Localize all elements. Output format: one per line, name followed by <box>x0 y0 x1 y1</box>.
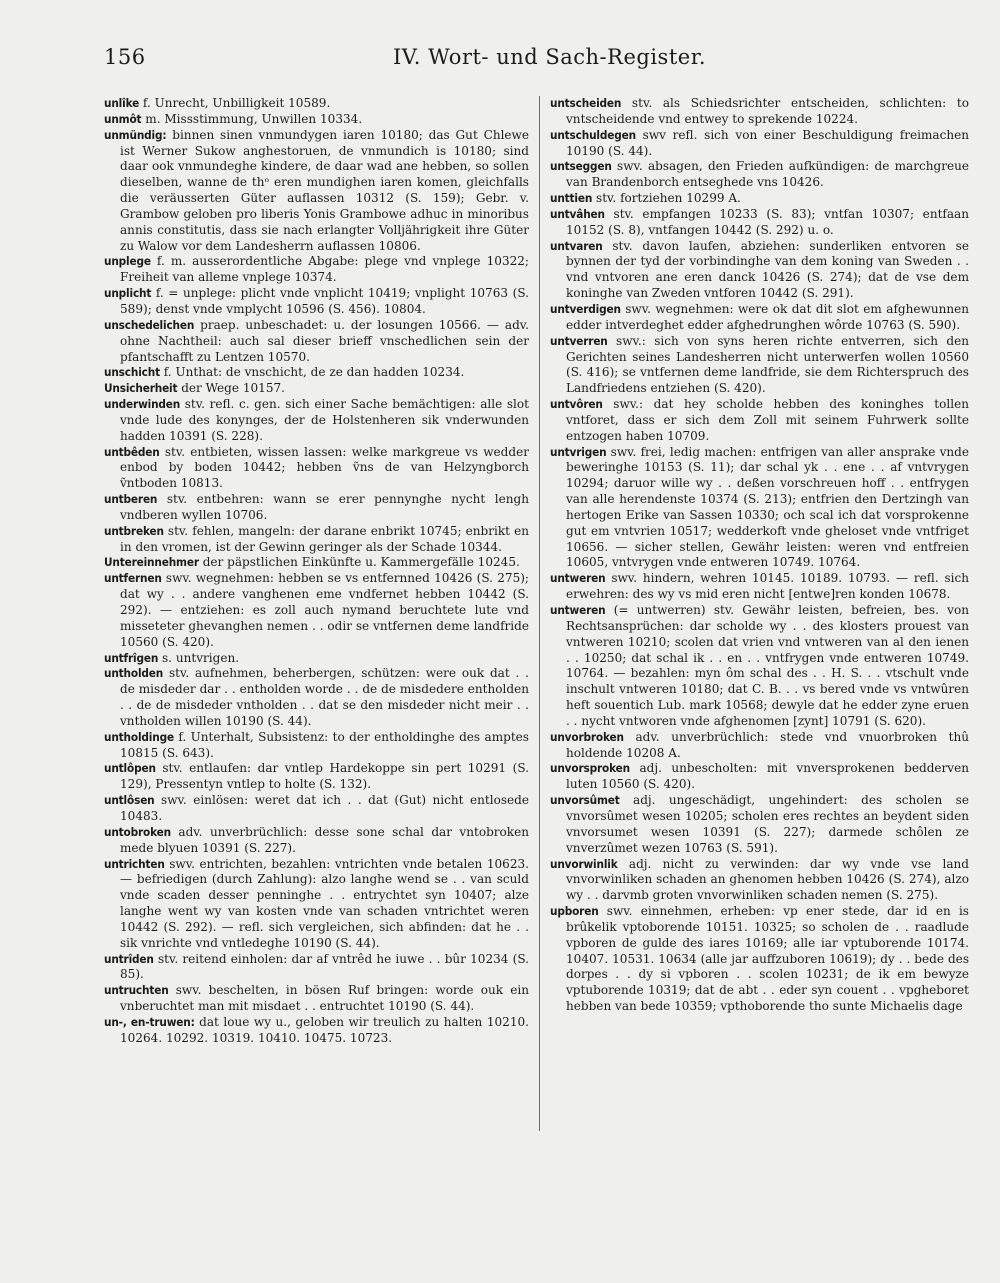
register-entry <box>104 571 529 650</box>
entry-text: swv.: sich von syns heren richte entverren, sich den Gerichten seines Landesherren nicht unterwerfen wollen 10560 (S. 416); se vntfernen deme landfride, sie dem Richterspruch des Landfriedens entziehen (S. 420). <box>566 333 969 396</box>
entry-text: dat loue wy u., geloben wir treulich zu halten 10210. 10264. 10292. 10319. 10410. 10475. 10723. <box>120 1014 529 1045</box>
entry-headword: unvorwinlik <box>550 856 618 871</box>
entry-headword: untlôsen <box>104 793 155 808</box>
entry-headword: untverren <box>550 333 608 348</box>
entry-text: swv. einlösen: weret dat ich . . dat (Gut) nicht entlosede 10483. <box>120 793 529 823</box>
right-column <box>550 96 969 1015</box>
entry-headword: unmôt <box>104 111 142 126</box>
entry-headword: upboren <box>550 904 599 919</box>
entry-headword: untlôpen <box>104 761 156 776</box>
register-entry <box>104 555 529 571</box>
entry-text: f. Unthat: de vnschicht, de ze dan hadden 10234. <box>159 365 465 380</box>
page-title: IV. Wort- und Sach-Register. <box>393 45 707 69</box>
entry-text: praep. unbeschadet: u. der losungen 10566. — adv. ohne Nachtheil: auch sal dieser brieff vnschedlichen sein der pfantschafft zu Lentzen 10570. <box>120 317 529 364</box>
entry-text: stv. entlaufen: dar vntlep Hardekoppe sin pert 10291 (S. 129), Pressentyn vntlep to holte (S. 132). <box>120 761 529 792</box>
register-entry <box>104 128 529 255</box>
register-entry <box>104 286 529 318</box>
entry-headword: untobroken <box>104 824 171 839</box>
register-entry <box>550 128 969 160</box>
register-entry <box>550 159 969 191</box>
entry-headword: untrîden <box>104 951 154 966</box>
entry-text: stv. empfangen 10233 (S. 83); vntfan 10307; entfaan 10152 (S. 8), vntfangen 10442 (S. 292) u. o. <box>566 206 969 237</box>
entry-headword: Untereinnehmer <box>104 555 199 570</box>
entry-text: f. Unterhalt, Subsistenz: to der entholdinghe des amptes 10815 (S. 643). <box>120 729 529 760</box>
register-entry <box>550 334 969 397</box>
entry-text: m. Missstimmung, Unwillen 10334. <box>141 111 363 126</box>
register-entry <box>550 207 969 239</box>
register-entry <box>104 397 529 445</box>
entry-headword: untfrîgen <box>104 650 159 665</box>
entry-headword: untverdigen <box>550 301 621 316</box>
entry-text: swv. wegnehmen: hebben se vs entfernned 10426 (S. 275); dat wy . . andere vanghenen eme vndfernet hebben 10442 (S. 292). — entziehen: es zoll auch nymand beruchtete lute vnd misseteter ghevanghen nemen . . odir se vntfernen deme landfride 10560 (S. 420). <box>120 571 529 649</box>
register-entry <box>104 365 529 381</box>
entry-headword: untfernen <box>104 571 162 586</box>
register-entry <box>104 793 529 825</box>
entry-text: s. untvrigen. <box>158 650 240 665</box>
register-entry <box>104 524 529 556</box>
entry-headword: untvâhen <box>550 206 605 221</box>
entry-headword: untvaren <box>550 238 603 253</box>
register-entry <box>550 96 969 128</box>
register-entry <box>550 571 969 603</box>
register-entry <box>550 857 969 905</box>
entry-text: adv. unverbrüchlich: stede vnd vnuorbroken thû holdende 10208 A. <box>566 729 969 760</box>
entry-headword: Unsicherheit <box>104 381 178 396</box>
entry-headword: untseggen <box>550 159 612 174</box>
entry-text: binnen sinen vnmundygen iaren 10180; das Gut Chlewe ist Werner Sukow anghestoruen, de vnmundich is 10180; sind daar ook vnmundeghe kindere, de daar wad ane hebben, so sollen dieselben, wanne de thᵒ eren mundighen iaren komen, gleichfalls die veräusserten Güter auflassen 10312 (S. 159); Gebr. v. Grambow geloben pro liberis Yonis Grambowe adhuc in minoribus annis constitutis, dass sie nach erlangter Volljährigkeit ihre Güter zu Walow vor dem Landesherrn auflassen 10806. <box>120 127 529 253</box>
entry-headword: untweren <box>550 603 606 617</box>
register-entry <box>104 492 529 524</box>
entry-headword: unvorbroken <box>550 729 624 744</box>
register-entry <box>550 445 969 572</box>
entry-text: swv. hindern, wehren 10145. 10189. 10793. — refl. sich erwehren: des wy vs mid eren nicht [entwe]ren konden 10678. <box>566 571 969 602</box>
register-entry <box>104 96 529 112</box>
page-number: 156 <box>104 45 146 69</box>
entry-headword: underwinden <box>104 397 181 412</box>
register-entry <box>550 761 969 793</box>
entry-headword: untscheiden <box>550 96 622 110</box>
entry-text: stv. als Schiedsrichter entscheiden, schlichten: to vntscheidende vnd entwey to sprekende 10224. <box>566 96 969 126</box>
entry-text: swv. absagen, den Frieden aufkündigen: de marchgreue van Brandenborch entseghede vns 10426. <box>566 159 969 190</box>
entry-text: adj. nicht zu verwinden: dar wy vnde vse land vnvorwinliken schaden an ghenomen hebben 10426 (S. 274), alzo wy . . darvmb groten vnvorwinliken schaden nemen (S. 275). <box>566 856 969 903</box>
entry-text: stv. davon laufen, abziehen: sunderliken entvoren se bynnen der tyd der vorbindinghe van dem koning van Sweden . . vnd vntvoren ane eren danck 10426 (S. 274); dat de vse dem koninghe van Zweden vntforen 10442 (S. 291). <box>566 238 969 301</box>
entry-text: (= untwerren) stv. Gewähr leisten, befreien, bes. von Rechtsansprüchen: dar scholde wy . . des klosters prouest van vntweren 10210; scolen dat vrien vnd vntweren van al den ienen . . 10250; dat schal ik . . en . . vntfrygen vnde entweren 10749. 10764. — bezahlen: myn ôm schal des . . H. S. . . vtschult vnde inschult vntweren 10180; dat C. B. . . vs bered vnde vs vntwûren heft souentich Lub. mark 10568; dewyle dat he edder zyne eruen . . nycht vntworen vnde afghenomen [zynt] 10791 (S. 620). <box>566 603 969 728</box>
entry-text: swv. einnehmen, erheben: vp ener stede, dar id en is brûkelik vptoborende 10151. 10325; so scholen de . . raadlude vpboren de gulde des iares 10169; alle iar vptuborende 10174. 10407. 10531. 10634 (alle jar auffzuboren 10619); dy . . bede des dorpes . . dy si vpboren . . scolen 10231; de ik em bewyze vptuborende 10319; dat de abt . . eder syn couent . . vpgheboret hebben van bede 10359; vpthoborende tho sunte Michaelis dage <box>566 904 969 1014</box>
entry-text: swv.: dat hey scholde hebben des koninghes tollen vntforet, dass er sich dem Zoll mit seinem Fuhrwerk sollte entzogen haben 10709. <box>566 397 969 443</box>
entry-headword: untrichten <box>104 856 165 871</box>
entry-text: stv. refl. c. gen. sich einer Sache bemächtigen: alle slot vnde lude des konynges, der de Holstenheren sik vnderwunden hadden 10391 (S. 228). <box>120 397 529 443</box>
entry-headword: unvorsûmet <box>550 793 620 808</box>
register-entry <box>104 952 529 984</box>
entry-headword: untbreken <box>104 523 164 538</box>
entry-text: adj. unbescholten: mit vnversprokenen bedderven luten 10560 (S. 420). <box>566 761 969 792</box>
entry-headword: untvrigen <box>550 444 607 459</box>
register-entry <box>550 603 969 730</box>
entry-headword: unmündig: <box>104 127 167 142</box>
register-entry <box>550 730 969 762</box>
entry-text: f. = unplege: plicht vnde vnplicht 10419; vnplight 10763 (S. 589); denst vnde vmplycht 10596 (S. 456). 10804. <box>120 286 529 316</box>
left-column <box>104 96 529 1047</box>
register-entry <box>550 302 969 334</box>
entry-text: f. Unrecht, Unbilligkeit 10589. <box>139 96 331 110</box>
entry-text: adj. ungeschädigt, ungehindert: des scholen se vnvorsûmet wesen 10205; scholen eres rechtes an beydent siden vnvorsumet wesen 10391 (S. 227); darmede schôlen ze vnverzûmet wezen 10763 (S. 591). <box>566 793 969 855</box>
column-divider <box>539 96 540 1131</box>
entry-text: stv. fortziehen 10299 A. <box>592 191 741 206</box>
entry-text: stv. fehlen, mangeln: der darane enbrikt 10745; enbrikt en in den vromen, ist der Gewinn geringer als der Schade 10344. <box>120 523 529 554</box>
entry-headword: untberen <box>104 492 158 507</box>
register-entry <box>104 825 529 857</box>
entry-headword: unplicht <box>104 286 152 301</box>
register-entry <box>550 904 969 1015</box>
register-entry <box>550 397 969 445</box>
entry-text: swv. entrichten, bezahlen: vntrichten vnde betalen 10623. — befriedigen (durch Zahlung): alzo langhe wend se . . van sculd vnde scaden desser penninghe . . entrychtet syn 10407; alze langhe went wy van kosten vnde van schaden vntrichtet weren 10442 (S. 292). — refl. sich vergleichen, sich abfinden: dat he . . sik vnrichte vnd vntledeghe 10190 (S. 44). <box>120 856 529 950</box>
entry-text: adv. unverbrüchlich: desse sone schal dar vntobroken mede blyuen 10391 (S. 227). <box>120 824 529 855</box>
entry-headword: untweren <box>550 571 606 586</box>
entry-headword: unschicht <box>104 365 160 380</box>
entry-text: f. m. ausserordentliche Abgabe: plege vnd vnplege 10322; Freiheit van alleme vnplege 10374. <box>120 254 529 285</box>
register-entry <box>104 318 529 366</box>
entry-headword: unplege <box>104 254 151 269</box>
register-entry <box>104 445 529 493</box>
entry-headword: untruchten <box>104 983 169 998</box>
entry-text: stv. reitend einholen: dar af vntrêd he iuwe . . bûr 10234 (S. 85). <box>120 951 529 982</box>
entry-headword: untholden <box>104 666 164 681</box>
register-entry <box>104 730 529 762</box>
entry-text: stv. entbehren: wann se erer pennynghe nycht lengh vndberen wyllen 10706. <box>120 492 529 522</box>
entry-headword: unvorsproken <box>550 761 630 776</box>
entry-text: der päpstlichen Einkünfte u. Kammergefälle 10245. <box>198 555 520 570</box>
register-entry <box>104 381 529 397</box>
entry-text: der Wege 10157. <box>177 381 286 396</box>
entry-text: swv. wegnehmen: were ok dat dit slot em afghewunnen edder intverdeghet edder afghedrunghen wôrde 10763 (S. 590). <box>566 301 969 332</box>
entry-text: swv. frei, ledig machen: entfrigen van aller ansprake vnde beweringhe 10153 (S. 11); dar schal yk . . ene . . af vntvrygen 10294; daruor wille wy . . deßen vorschreuen hoff . . entfrygen van alle herendenste 10374 (S. 213); entfrien den Dertzingh van hertogen Erike van Sassen 10330; och scal ich dat vorsprokenne gut em vntvrien 10517; wedderkoft vnde gheloset vnde vntfriget 10656. — sicher stellen, Gewähr leisten: weren vnd entfreien 10605, vntvrygen vnde entweren 10749. 10764. <box>566 444 969 570</box>
register-entry <box>104 857 529 952</box>
register-entry <box>104 761 529 793</box>
entry-headword: unschedelichen <box>104 317 195 332</box>
register-entry <box>550 191 969 207</box>
entry-headword: unttien <box>550 191 593 206</box>
register-entry <box>104 651 529 667</box>
entry-headword: untvôren <box>550 397 603 412</box>
register-entry <box>550 239 969 302</box>
entry-headword: unlîke <box>104 96 140 110</box>
entry-text: stv. aufnehmen, beherbergen, schützen: were ouk dat . . de misdeder dar . . entholden worde . . de de misdedere entholden . . de de misdeder vntholden . . dat se den misdeder nicht meir . . vntholden willen 10190 (S. 44). <box>120 666 529 728</box>
register-entry <box>104 983 529 1015</box>
register-entry <box>104 666 529 729</box>
entry-headword: untholdinge <box>104 729 174 744</box>
register-entry <box>104 254 529 286</box>
entry-text: swv refl. sich von einer Beschuldigung freimachen 10190 (S. 44). <box>566 127 969 158</box>
register-entry <box>104 112 529 128</box>
entry-text: swv. beschelten, in bösen Ruf bringen: worde ouk ein vnberuchtet man mit misdaet . . entruchtet 10190 (S. 44). <box>120 983 529 1014</box>
register-entry <box>550 793 969 856</box>
entry-headword: untschuldegen <box>550 127 636 142</box>
entry-headword: un-, en-truwen: <box>104 1014 195 1029</box>
register-entry <box>104 1015 529 1047</box>
entry-text: stv. entbieten, wissen lassen: welke markgreue vs wedder enbod by boden 10442; hebben ṽns de van Helzyngborch ṽntboden 10813. <box>120 444 529 491</box>
entry-headword: untbêden <box>104 444 160 459</box>
